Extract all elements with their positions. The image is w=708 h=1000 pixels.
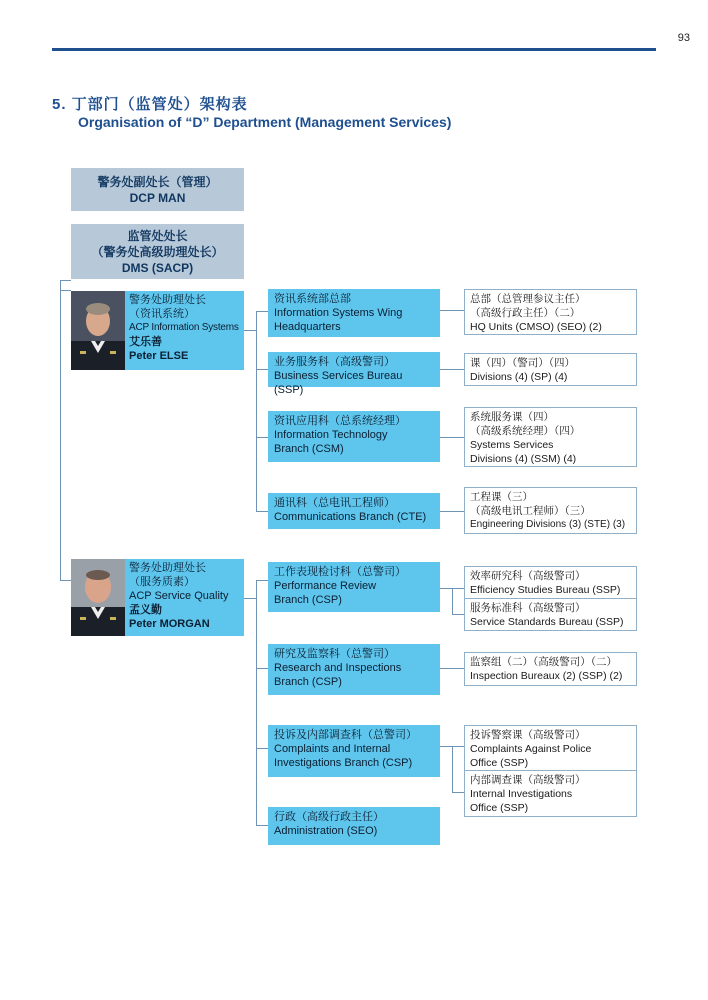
sub-unit-line: （高级行政主任）（二）	[470, 307, 581, 319]
branch-box	[268, 562, 440, 612]
connector-line	[244, 598, 256, 599]
acp-name-english: Peter MORGAN	[129, 618, 210, 630]
acp-photo-peter-morgan	[71, 559, 125, 636]
sub-unit-box	[464, 725, 637, 771]
branch-name-english: Headquarters	[274, 321, 341, 333]
branch-name-english: Branch (CSP)	[274, 594, 342, 606]
branch-name-english: Research and Inspections	[274, 662, 402, 674]
sub-unit-box	[464, 566, 637, 599]
sub-unit-line: 系统服务课（四）	[470, 411, 554, 423]
dcp-title-chinese: 警务处副处长（管理）	[97, 174, 218, 189]
sub-unit-line: Inspection Bureaux (2) (SSP) (2)	[470, 670, 623, 682]
connector-line	[244, 330, 256, 331]
branch-name-english: Branch (CSP)	[274, 676, 342, 688]
sub-unit-line: Service Standards Bureau (SSP)	[470, 616, 624, 628]
branch-name-english: Branch (CSM)	[274, 443, 344, 455]
sub-unit-line: 课（四）（警司）（四）	[470, 357, 575, 369]
branch-box	[268, 411, 440, 462]
connector-line	[452, 792, 464, 793]
sub-unit-line: Systems Services	[470, 439, 554, 451]
page-number: 93	[677, 32, 690, 44]
branch-name-chinese: 业务服务科（高级警司）	[274, 356, 395, 368]
sub-unit-line: 投诉警察课（高级警司）	[470, 729, 586, 741]
acp-portfolio-english: ACP Service Quality	[129, 590, 229, 602]
connector-line	[256, 668, 268, 669]
acp-information-systems-box	[125, 291, 244, 370]
branch-name-english: Investigations Branch (CSP)	[274, 757, 413, 769]
connector-line	[440, 310, 464, 311]
branch-name-english: Administration (SEO)	[274, 825, 378, 837]
dcp-man-box	[71, 168, 244, 211]
sub-unit-line: 内部调查课（高级警司）	[470, 774, 586, 786]
sub-unit-line: 工程课（三）	[470, 491, 533, 503]
branch-name-chinese: 行政（高级行政主任）	[274, 811, 384, 823]
sub-unit-line: 监察组（二）（高级警司）（二）	[470, 656, 617, 668]
branch-name-chinese: 资讯系统部总部	[274, 293, 351, 305]
branch-box	[268, 725, 440, 777]
section-title-chinese: 5. 丁部门（监管处）架构表	[52, 96, 248, 113]
connector-line	[440, 369, 464, 370]
connector-line	[256, 580, 257, 825]
sub-unit-line: Engineering Divisions (3) (STE) (3)	[470, 519, 626, 530]
connector-line	[60, 280, 71, 281]
acp-photo-peter-else	[71, 291, 125, 370]
officer-portrait-icon	[71, 291, 125, 370]
branch-name-chinese: 工作表现检讨科（总警司）	[274, 566, 406, 578]
connector-line	[60, 290, 71, 291]
connector-line	[440, 668, 464, 669]
connector-line	[256, 825, 268, 826]
sub-unit-line: Divisions (4) (SP) (4)	[470, 371, 568, 383]
acp-rank-chinese: 警务处助理处长	[129, 294, 206, 306]
header-rule	[52, 48, 656, 51]
sub-unit-line: （高级电讯工程师）（三）	[470, 505, 591, 517]
sub-unit-box	[464, 407, 637, 467]
sub-unit-line: Complaints Against Police	[470, 743, 592, 755]
acp-portfolio-chinese: （服务质素）	[129, 576, 195, 588]
connector-line	[452, 588, 453, 614]
sub-unit-box	[464, 598, 637, 631]
branch-name-english: Communications Branch (CTE)	[274, 511, 427, 523]
dms-title-english: DMS (SACP)	[121, 260, 194, 275]
sub-unit-line: （高级系统经理）（四）	[470, 425, 581, 437]
connector-line	[256, 580, 268, 581]
acp-service-quality-box	[125, 559, 244, 636]
dcp-title-english: DCP MAN	[129, 190, 186, 205]
branch-name-english: Information Technology	[274, 429, 388, 441]
sub-unit-line: Internal Investigations	[470, 788, 573, 800]
branch-name-english: Complaints and Internal	[274, 743, 391, 755]
branch-name-chinese: 投诉及内部调查科（总警司）	[274, 729, 417, 741]
sub-unit-box	[464, 353, 637, 386]
connector-line	[256, 311, 257, 511]
sub-unit-line: 总部（总管理参议主任）	[470, 293, 586, 305]
connector-line	[452, 614, 464, 615]
acp-rank-chinese: 警务处助理处长	[129, 562, 206, 574]
sub-unit-line: Efficiency Studies Bureau (SSP)	[470, 584, 621, 596]
dms-box	[71, 224, 244, 279]
connector-line	[256, 511, 268, 512]
branch-name-english: Performance Review	[274, 580, 377, 592]
dms-rank-chinese: （警务处高级助理处长）	[91, 244, 224, 259]
connector-line	[440, 511, 464, 512]
acp-name-chinese: 孟义勤	[129, 604, 162, 616]
sub-unit-line: Divisions (4) (SSM) (4)	[470, 453, 577, 465]
branch-name-chinese: 研究及监察科（总警司）	[274, 648, 395, 660]
connector-line	[256, 437, 268, 438]
sub-unit-line: 效率研究科（高级警司）	[470, 570, 586, 582]
connector-line	[256, 311, 268, 312]
branch-name-english: Business Services Bureau (SSP)	[274, 370, 403, 396]
branch-box	[268, 289, 440, 337]
acp-name-chinese: 艾乐善	[129, 336, 162, 348]
connector-line	[60, 580, 71, 581]
connector-line	[256, 369, 268, 370]
sub-unit-line: 服务标准科（高级警司）	[470, 602, 586, 614]
connector-line	[452, 746, 453, 792]
branch-box	[268, 807, 440, 845]
acp-portfolio-english: ACP Information Systems	[129, 322, 239, 333]
branch-box	[268, 352, 440, 396]
dms-title-chinese: 监管处处长	[127, 228, 188, 243]
sub-unit-line: Office (SSP)	[470, 802, 529, 814]
sub-unit-box	[464, 770, 637, 817]
sub-unit-line: Office (SSP)	[470, 757, 529, 769]
branch-box	[268, 644, 440, 695]
acp-portfolio-chinese: （资讯系统）	[129, 308, 195, 320]
branch-name-chinese: 资讯应用科（总系统经理）	[274, 415, 406, 427]
branch-box	[268, 493, 440, 529]
acp-name-english: Peter ELSE	[129, 350, 189, 362]
connector-line	[440, 437, 464, 438]
connector-line	[256, 748, 268, 749]
branch-name-chinese: 通讯科（总电讯工程师）	[274, 497, 395, 509]
branch-name-english: Information Systems Wing	[274, 307, 403, 319]
sub-unit-box	[464, 289, 637, 335]
sub-unit-box	[464, 652, 637, 686]
section-title-english: Organisation of “D” Department (Management Services)	[78, 114, 452, 130]
sub-unit-line: HQ Units (CMSO) (SEO) (2)	[470, 321, 602, 333]
sub-unit-box	[464, 487, 637, 534]
officer-portrait-icon	[71, 559, 125, 636]
connector-line	[60, 280, 61, 580]
